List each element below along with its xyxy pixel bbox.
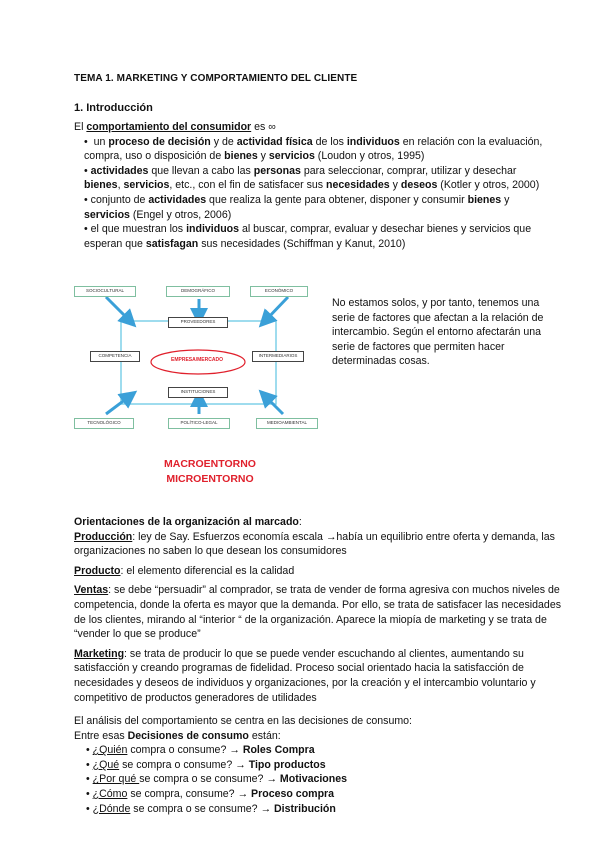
section-heading: 1. Introducción (74, 102, 153, 114)
definition-bullet: • actividades que llevan a cabo las personas para seleccionar, comprar, utilizar y desechar bienes, servicios, etc., con el fin de satisfacer sus necesidades y deseos (Kotler y otros, 2000) (84, 164, 540, 192)
intro-lead (74, 120, 544, 135)
arrow-economico (265, 297, 288, 321)
box-sociocultural: SOCIOCULTURAL (74, 286, 136, 297)
diagram-explanation: No estamos solos, y por tanto, tenemos una serie de factores que afectan a la relación de intercambio. Según el entorno afectarán una serie de factores que permiten hacer determinadas cosas. (332, 297, 544, 368)
box-intermediarios: INTERMEDIARIOS (252, 351, 304, 362)
orientations-heading: Orientaciones de la organización al marcado (74, 516, 299, 528)
macroentorno-label: MACROENTORNO (164, 458, 256, 470)
definition-bullet: • conjunto de actividades que realiza la gente para obtener, disponer y consumir bienes y servicios (Engel y otros, 2006) (84, 193, 510, 221)
orientation-item: Producto: el elemento diferencial es la calidad (74, 564, 295, 577)
box-politico-legal: POLÍTICO-LEGAL (168, 418, 230, 429)
environment-diagram (68, 281, 308, 441)
box-demografico: DEMOGRÁFICO (166, 286, 230, 297)
question-item: • ¿Quién compra o consume? → Roles Compra (86, 743, 564, 758)
question-item: • ¿Cómo se compra, consume? → Proceso compra (86, 787, 564, 802)
lead-suffix: es ∞ (251, 121, 276, 133)
intro-section (74, 120, 544, 251)
arrow-sociocultural (106, 297, 130, 321)
question-item: • ¿Por qué se compra o se consume? → Motivaciones (86, 772, 564, 787)
box-medioambiental: MEDIOAMBIENTAL (256, 418, 318, 429)
arrow-tecnologico (106, 396, 130, 414)
question-item: • ¿Dónde se compra o se consume? → Distribución (86, 802, 564, 817)
box-instituciones: INSTITUCIONES (168, 387, 228, 398)
environment-labels (158, 457, 262, 487)
analysis-section (74, 714, 564, 816)
arrow-medioambiental (265, 396, 283, 414)
definition-bullet: • el que muestran los individuos al buscar, comprar, evaluar y desechar bienes y servicios que esperan que satisfagan sus necesidades (Schiffman y Kanut, 2010) (84, 223, 532, 250)
box-proveedores: PROVEEDORES (168, 317, 228, 328)
lead-prefix: El (74, 121, 87, 133)
box-economico: ECONÓMICO (250, 286, 308, 297)
analysis-line: El análisis del comportamiento se centra en las decisiones de consumo: (74, 715, 413, 727)
orientation-item: Marketing: se trata de producir lo que se puede vender escuchando al clientes, aumentando su satisfacción y creando programas de fidelidad. Proceso social orientado hacia la satisfacción de necesidades y deseos de individuos y organizaciones, por la creación y el intercambio voluntario y competitivo de productos generadores de utilidades (74, 647, 536, 704)
box-competencia: COMPETENCIA (90, 351, 140, 362)
microentorno-label: MICROENTORNO (166, 473, 254, 485)
orientation-item: Producción: ley de Say. Esfuerzos economía escala →había un equilibrio entre oferta y demanda, las organizaciones no saben lo que desean los consumidores (74, 530, 555, 558)
orientations-section: Orientaciones de la organización al marcado: Producción: ley de Say. Esfuerzos economía escala →había un equilibrio entre oferta y demanda, las organizaciones no saben lo que desean los consumidores Producto: el elemento diferencial es la calidad Ventas: se debe “persuadir” al comprador, se trata de vender de forma agresiva con muchos niveles de competencia, donde la oferta es mayor que la demanda. Por ello, se trata de satisfacer las necesidades de los clientes, mirando al “interior “ de la organización. Aparece la miopía de marketing y se trata de “vender lo que se produce” Marketing: se trata de producir lo que se puede vender escuchando al clientes, aumentando su satisfacción y creando programas de fidelidad. Proceso social orientado hacia la satisfacción de necesidades y deseos de individuos y organizaciones, por la creación y el intercambio voluntario y competitivo de productos generadores de utilidades (74, 515, 564, 710)
orientation-item: Ventas: se debe “persuadir” al comprador, se trata de vender de forma agresiva con muchos niveles de competencia, donde la oferta es mayor que la demanda. Por ello, se trata de satisfacer las necesidades de los clientes, mirando al “interior “ de la organización. Aparece la miopía de marketing y se trata de “vender lo que se produce” (74, 584, 562, 641)
box-empresa-mercado: EMPRESA/MERCADO (171, 357, 223, 363)
question-item: • ¿Qué se compra o consume? → Tipo productos (86, 758, 564, 773)
box-tecnologico: TECNOLÓGICO (74, 418, 134, 429)
lead-term: comportamiento del consumidor (86, 121, 252, 133)
document-title: TEMA 1. MARKETING Y COMPORTAMIENTO DEL CLIENTE (74, 73, 358, 84)
decision-questions (74, 743, 564, 816)
decisions-line: Entre esas Decisiones de consumo están: (74, 729, 281, 742)
definition-bullet: • un proceso de decisión y de actividad física de los individuos en relación con la evaluación, compra, uso o disposición de bienes y servicios (Loudon y otros, 1995) (84, 135, 543, 163)
